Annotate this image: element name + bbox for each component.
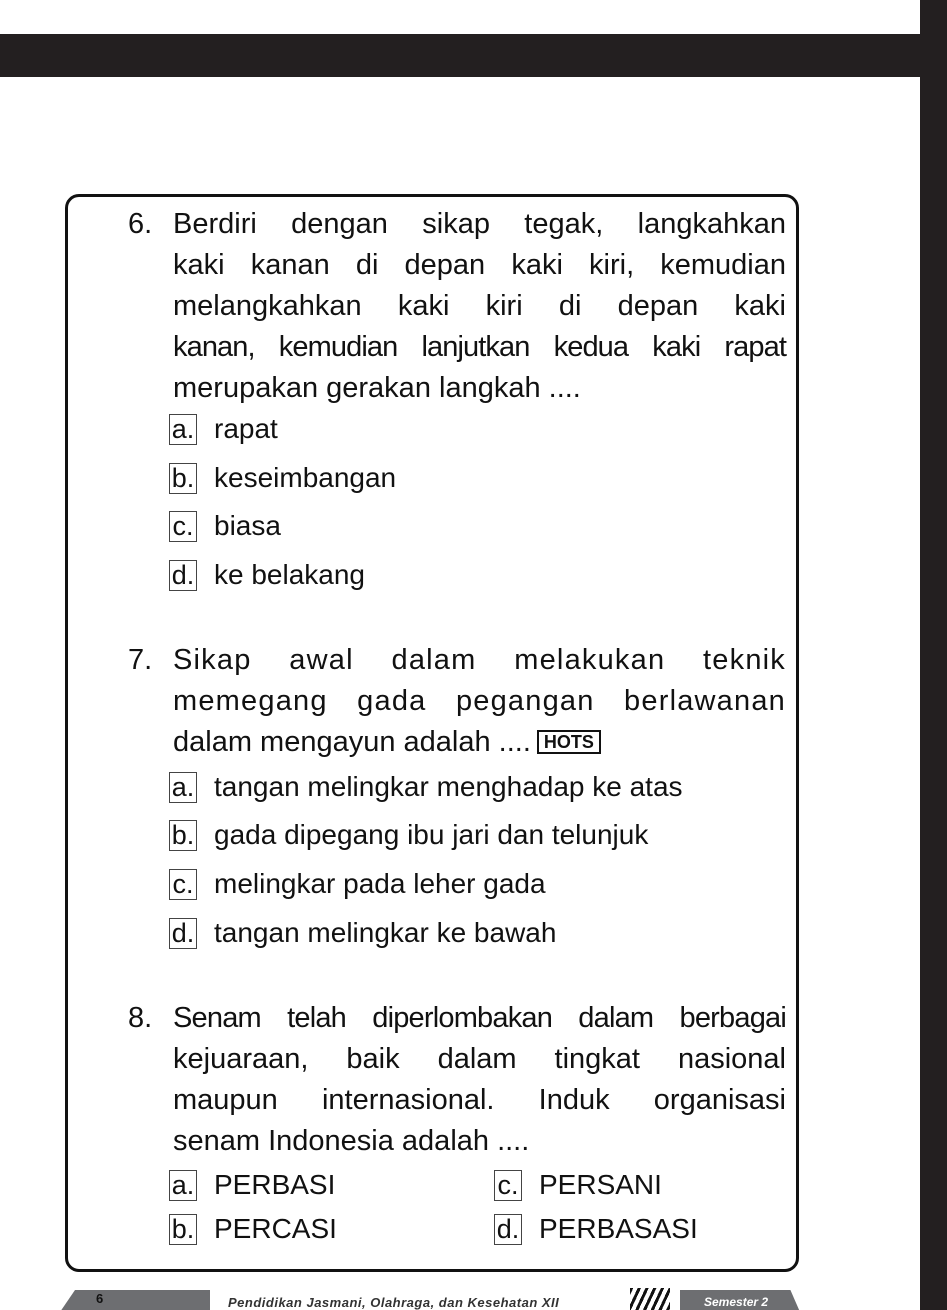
option-text: rapat [214, 413, 278, 444]
option-b[interactable] [169, 461, 396, 495]
option-letter: a. [169, 1170, 197, 1201]
question-line-text: dalam mengayun adalah .... [173, 726, 531, 758]
option-text: ke belakang [214, 559, 366, 590]
option-letter: c. [169, 869, 197, 900]
option-d[interactable] [169, 916, 556, 950]
question-6 [128, 204, 786, 409]
page-number: 6 [96, 1291, 104, 1306]
header-band [0, 34, 920, 77]
footer-stripes [630, 1288, 670, 1310]
option-a[interactable] [169, 412, 278, 446]
option-text: tangan melingkar ke bawah [214, 917, 557, 948]
option-text: PERCASI [214, 1213, 337, 1244]
question-number: 8. [128, 1002, 153, 1034]
option-text: PERBASASI [539, 1213, 698, 1244]
question-text [173, 998, 786, 1162]
page-edge-band [920, 0, 947, 1310]
option-letter: a. [169, 772, 197, 803]
question-line: kejuaraan, baik dalam tingkat nasional [173, 1043, 786, 1075]
option-text: melingkar pada leher gada [214, 868, 546, 899]
question-text [173, 640, 786, 763]
question-line: merupakan gerakan langkah .... [173, 372, 581, 404]
option-c[interactable] [169, 509, 281, 543]
question-line: melangkahkan kaki kiri di depan kaki [173, 290, 786, 322]
option-d[interactable] [494, 1212, 698, 1246]
semester-label: Semester 2 [704, 1295, 769, 1309]
option-text: tangan melingkar menghadap ke atas [214, 771, 683, 802]
option-text: biasa [214, 510, 281, 541]
option-letter: b. [169, 463, 197, 494]
question-7 [128, 640, 786, 763]
option-letter: d. [169, 560, 197, 591]
question-line: memegang gada pegangan berlawanan [173, 685, 786, 717]
option-a[interactable] [169, 770, 683, 804]
option-letter: d. [169, 918, 197, 949]
option-letter: b. [169, 1214, 197, 1245]
option-text: PERBASI [214, 1169, 336, 1200]
option-letter: c. [169, 511, 197, 542]
hots-badge: HOTS [537, 730, 601, 754]
question-line: Sikap awal dalam melakukan teknik [173, 644, 786, 676]
question-8 [128, 998, 786, 1162]
option-text: gada dipegang ibu jari dan telunjuk [214, 819, 649, 850]
option-b[interactable] [169, 1212, 337, 1246]
question-line: Senam telah diperlombakan dalam berbagai [173, 1002, 786, 1034]
question-text [173, 204, 786, 409]
option-letter: a. [169, 414, 197, 445]
book-title: Pendidikan Jasmani, Olahraga, dan Kesehatan XII [228, 1295, 560, 1310]
option-a[interactable] [169, 1168, 335, 1202]
option-letter: b. [169, 820, 197, 851]
option-letter: c. [494, 1170, 522, 1201]
page-number-tab [60, 1290, 210, 1310]
question-line: senam Indonesia adalah .... [173, 1125, 530, 1157]
question-line [173, 722, 786, 763]
question-line: Berdiri dengan sikap tegak, langkahkan [173, 208, 786, 240]
page-footer [0, 1288, 920, 1310]
question-number: 6. [128, 208, 153, 240]
option-letter: d. [494, 1214, 522, 1245]
question-line: kanan, kemudian lanjutkan kedua kaki rapat [173, 331, 786, 363]
option-text: PERSANI [539, 1169, 662, 1200]
option-c[interactable] [494, 1168, 662, 1202]
option-c[interactable] [169, 867, 546, 901]
option-text: keseimbangan [214, 462, 397, 493]
question-line: kaki kanan di depan kaki kiri, kemudian [173, 249, 786, 281]
question-line: maupun internasional. Induk organisasi [173, 1084, 786, 1116]
option-d[interactable] [169, 558, 365, 592]
option-b[interactable] [169, 818, 648, 852]
question-number: 7. [128, 644, 153, 676]
